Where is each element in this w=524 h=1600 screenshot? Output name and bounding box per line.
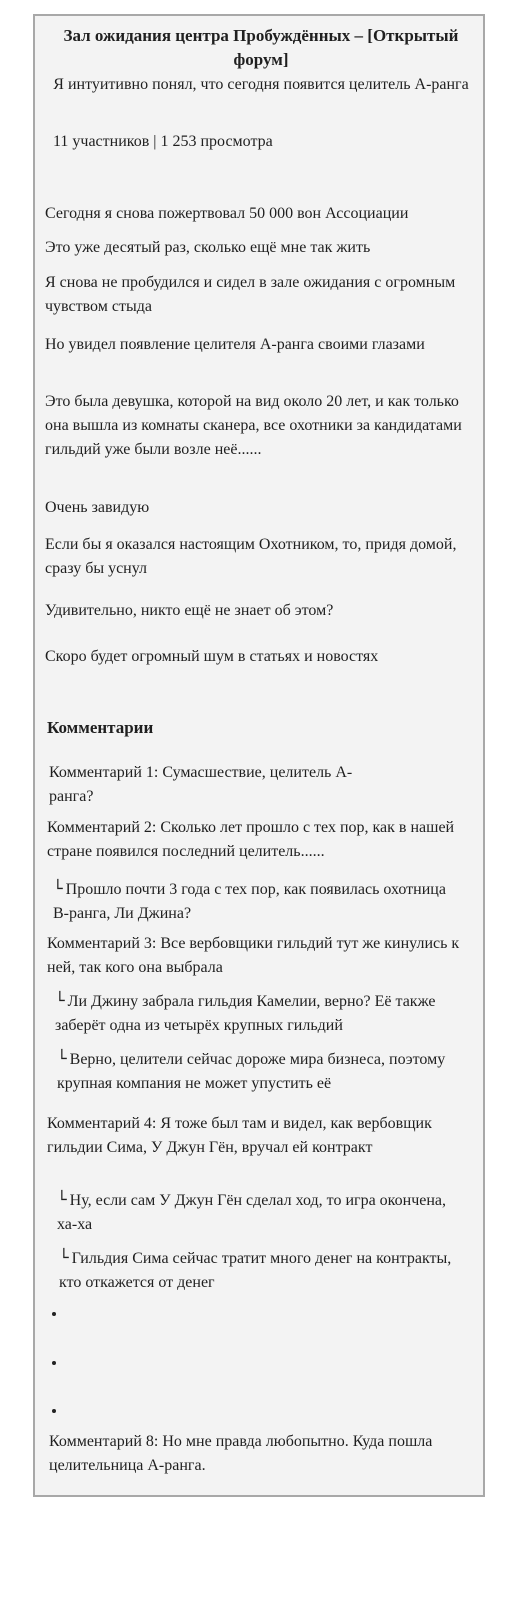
- comment: [47, 1112, 479, 1160]
- post-paragraph: Скоро будет огромный шум в статьях и новостях: [45, 648, 379, 665]
- comment-text: Комментарий 8: Но мне правда любопытно. Куда пошла целительница А-ранга.: [49, 1433, 433, 1474]
- comment-reply: [57, 1047, 477, 1096]
- comment-text: Комментарий 3: Все вербовщики гильдий тут же кинулись к ней, так кого она выбрала: [47, 935, 460, 976]
- ellipsis-dot: [52, 1361, 56, 1365]
- post-subtitle: Я интуитивно понял, что сегодня появится целитель А-ранга: [53, 76, 469, 93]
- comments-heading: Комментарии: [47, 718, 154, 737]
- comment-text: Комментарий 1: Сумасшествие, целитель А-ранга?: [49, 764, 353, 805]
- post-paragraph: Это была девушка, которой на вид около 20 лет, и как только она вышла из комнаты сканера, все охотники за кандидатами гильдий уже были возле неё......: [45, 393, 462, 458]
- post-paragraph: Очень завидую: [45, 499, 150, 516]
- comment-text: Гильдия Сима сейчас тратит много денег на контракты, кто откажется от денег: [59, 1250, 452, 1291]
- post-stats: 11 участников | 1 253 просмотра: [53, 133, 273, 150]
- comment-text: Комментарий 2: Сколько лет прошло с тех пор, как в нашей стране появился последний целитель......: [47, 819, 455, 860]
- reply-arrow-icon: └: [55, 991, 65, 1010]
- comment: [47, 932, 479, 980]
- reply-arrow-icon: └: [57, 1049, 67, 1068]
- comment-text: Ну, если сам У Джун Гён сделал ход, то игра окончена, ха-ха: [57, 1192, 447, 1233]
- comment: [49, 1430, 469, 1478]
- ellipsis-dot: [52, 1409, 56, 1413]
- comment-text: Ли Джину забрала гильдия Камелии, верно? Её также заберёт одна из четырёх крупных гильдий: [55, 993, 436, 1034]
- comment-text: Комментарий 4: Я тоже был там и видел, как вербовщик гильдии Сима, У Джун Гён, вручал ей контракт: [47, 1115, 432, 1156]
- reply-arrow-icon: └: [57, 1190, 67, 1209]
- comment-reply: [57, 1188, 467, 1237]
- comment: [49, 761, 379, 809]
- post-paragraph: Сегодня я снова пожертвовал 50 000 вон Ассоциации: [45, 205, 409, 222]
- comment-text: Прошло почти 3 года с тех пор, как появилась охотница B-ранга, Ли Джина?: [53, 881, 446, 922]
- ellipsis-dot: [52, 1312, 56, 1316]
- comment-text: Верно, целители сейчас дороже мира бизнеса, поэтому крупная компания не может упустить её: [57, 1051, 446, 1092]
- comment-reply: [55, 989, 475, 1038]
- post-paragraph: Это уже десятый раз, сколько ещё мне так жить: [45, 239, 371, 256]
- reply-arrow-icon: └: [59, 1248, 69, 1267]
- post-paragraph: Удивительно, никто ещё не знает об этом?: [45, 602, 334, 619]
- post-title: Зал ожидания центра Пробуждённых – [Открытый форум]: [63, 26, 459, 69]
- comment-reply: [59, 1246, 469, 1295]
- comment-reply: [53, 877, 463, 926]
- comment: [47, 816, 479, 864]
- post-paragraph: Я снова не пробудился и сидел в зале ожидания с огромным чувством стыда: [45, 274, 456, 315]
- forum-post-panel: [33, 14, 485, 1497]
- post-paragraph: Если бы я оказался настоящим Охотником, то, придя домой, сразу бы уснул: [45, 536, 457, 577]
- post-paragraph: Но увидел появление целителя А-ранга своими глазами: [45, 336, 425, 353]
- reply-arrow-icon: └: [53, 879, 63, 898]
